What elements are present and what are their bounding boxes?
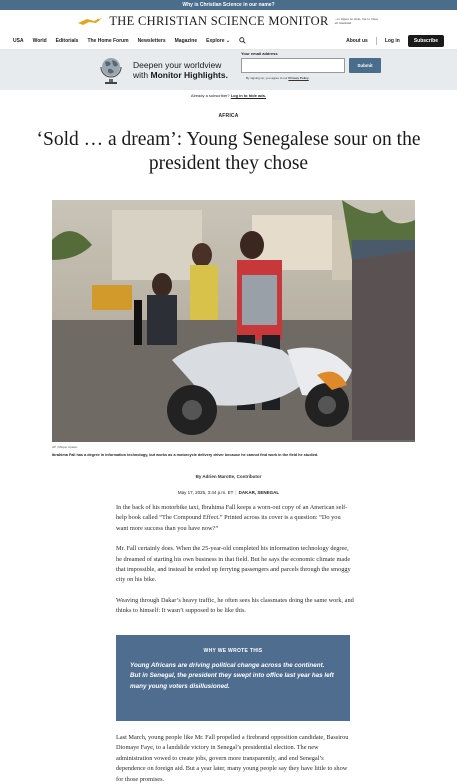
about-us-link[interactable]: About us <box>346 37 368 44</box>
masthead <box>0 10 457 32</box>
why-we-wrote-this-title: WHY WE WROTE THIS <box>203 648 263 654</box>
log-in-link[interactable]: Log in <box>384 37 400 44</box>
nav-item-magazine[interactable]: Magazine <box>174 37 198 44</box>
why-we-wrote-this-box <box>116 635 350 721</box>
newsletter-pitch <box>133 60 228 80</box>
newsletter-banner <box>0 50 457 90</box>
nav-item-usa[interactable]: USA <box>13 37 24 44</box>
nav-item-explore[interactable]: Explore ⌄ <box>206 37 231 44</box>
section-kicker[interactable]: AFRICA <box>218 113 239 119</box>
why-we-wrote-this-body: Young Africans are driving political change across the continent. But in Senegal, the president they swept into office last year has left many young voters disillusioned. <box>130 662 334 690</box>
article-body <box>116 503 354 627</box>
article-paragraph: Weaving through Dakar’s heavy traffic, he often sees his classmates doing the same work, and thinks to himself: It wasn’t supposed to be like this. <box>116 596 354 615</box>
nav-item-newsletters[interactable]: Newsletters <box>137 37 166 44</box>
globe-icon <box>97 55 125 85</box>
nav-divider <box>376 37 377 45</box>
hide-ads-login-link[interactable]: Log in to hide ads. <box>230 93 267 98</box>
article-paragraph: Last March, young people like Mr. Fall propelled a firebrand opposition candidate, Bassirou Diomaye Faye, to a landslide victory in Senegal’s presidential election. The new administration vowed to create jobs, govern more transparently, and end Senegal’s dependence on foreign aid. But a year later, many young people say they have little to show for those promises. <box>116 734 349 783</box>
nav-item-home-forum[interactable]: The Home Forum <box>87 37 129 44</box>
main-nav <box>0 32 457 50</box>
photo-credit: AP | Misper Apawu <box>52 445 78 449</box>
top-announcement-bar[interactable] <box>0 0 457 10</box>
newsletter-line1: Deepen your worldview <box>133 60 222 70</box>
byline[interactable]: By Adrien Marotte, Contributor <box>195 474 262 479</box>
email-label: Your email address <box>241 51 278 56</box>
privacy-note: By signing up, you agree to our Privacy Policy. <box>246 76 310 80</box>
email-field[interactable] <box>241 58 345 73</box>
lead-photo <box>52 200 415 442</box>
monitor-logo-icon[interactable] <box>77 17 103 26</box>
subscribe-button[interactable]: Subscribe <box>408 35 444 47</box>
article-paragraph: In the back of his motorbike taxi, Ibrahima Fall keeps a worn-out copy of an American self-help book called “The Compound Effect.” Printed across its cover is a question: “Do you want more success than you have now?” <box>116 504 348 532</box>
announcement-link[interactable]: Why is Christian Science in our name? <box>182 2 275 8</box>
newsletter-form <box>241 51 386 80</box>
newsletter-line2: with Monitor Highlights. <box>133 70 228 80</box>
dateline <box>0 490 457 495</box>
article-paragraph: Mr. Fall certainly does. When the 25-year-old completed his information technology degree, he dreamed of starting his own business in that field. But he says the economic climate made that impossible, and instead he ended up ferrying passengers and parcels through the smoggy city on his bike. <box>116 545 351 584</box>
masthead-title[interactable]: THE CHRISTIAN SCIENCE MONITOR <box>109 13 329 28</box>
photo-caption: Ibrahima Fall has a degree in information technology, but works as a motorcycle delivery driver because he cannot find work in the field he studied. <box>52 453 319 457</box>
subscriber-login-note: Already a subscriber? Log in to hide ads. <box>190 93 267 98</box>
masthead-tagline: ...to injure no man, but to bless all mankind <box>334 16 378 25</box>
article-headline: ‘Sold … a dream’: Young Senegalese sour on the president they chose <box>36 129 421 174</box>
nav-item-editorials[interactable]: Editorials <box>55 37 79 44</box>
privacy-policy-link[interactable]: Privacy Policy <box>288 76 309 80</box>
dateline-location: DAKAR, SENEGAL <box>238 490 280 495</box>
submit-button[interactable]: Submit <box>349 58 381 73</box>
publish-date: May 17, 2025, 3:44 p.m. ET <box>177 490 234 495</box>
dateline-separator: | <box>235 490 237 495</box>
chevron-down-icon: ⌄ <box>225 37 231 44</box>
article-body-continued <box>116 733 354 784</box>
search-icon[interactable] <box>239 37 246 44</box>
nav-item-world[interactable]: World <box>32 37 47 44</box>
